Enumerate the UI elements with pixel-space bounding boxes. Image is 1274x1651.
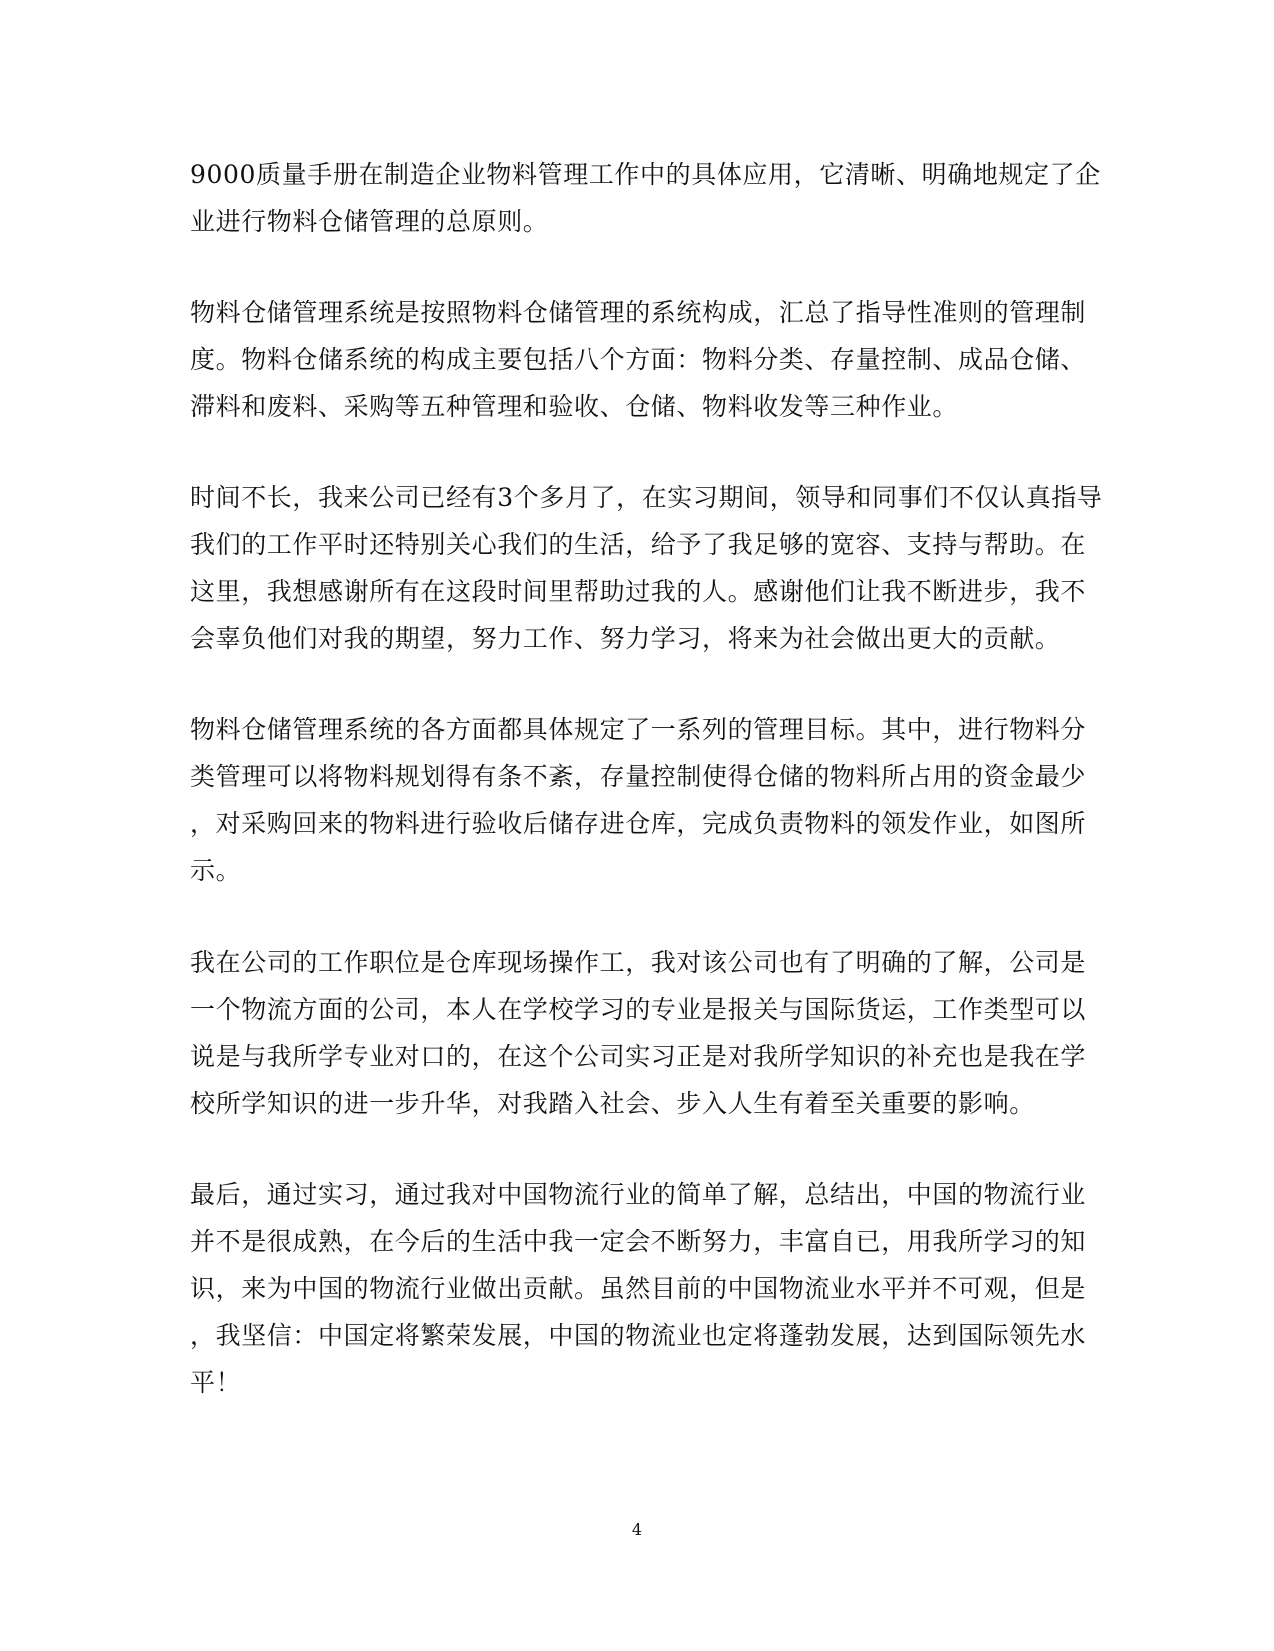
paragraph-5-line-2: 一个物流方面的公司，本人在学校学习的专业是报关与国际货运，工作类型可以 xyxy=(190,995,1087,1024)
paragraph-3-line-4: 会辜负他们对我的期望，努力工作、努力学习，将来为社会做出更大的贡献。 xyxy=(190,624,1061,653)
page-number: 4 xyxy=(631,1520,643,1539)
paragraph-4-line-1: 物料仓储管理系统的各方面都具体规定了一系列的管理目标。其中，进行物料分 xyxy=(190,715,1087,744)
paragraph-6-line-3: 识，来为中国的物流行业做出贡献。虽然目前的中国物流业水平并不可观，但是 xyxy=(190,1274,1087,1303)
paragraph-1-line-2: 业进行物料仓储管理的总原则。 xyxy=(190,207,549,236)
paragraph-3-line-2: 我们的工作平时还特别关心我们的生活，给予了我足够的宽容、支持与帮助。在 xyxy=(190,530,1087,559)
paragraph-5-line-1: 我在公司的工作职位是仓库现场操作工，我对该公司也有了明确的了解，公司是 xyxy=(190,948,1087,977)
paragraph-4-line-3: ，对采购回来的物料进行验收后储存进仓库，完成负责物料的领发作业，如图所 xyxy=(190,809,1087,838)
paragraph-6-line-4: ，我坚信：中国定将繁荣发展，中国的物流业也定将蓬勃发展，达到国际领先水 xyxy=(190,1321,1087,1350)
paragraph-6-line-2: 并不是很成熟，在今后的生活中我一定会不断努力，丰富自已，用我所学习的知 xyxy=(190,1227,1087,1256)
paragraph-2-line-3: 滞料和废料、采购等五种管理和验收、仓储、物料收发等三种作业。 xyxy=(190,392,959,421)
paragraph-6-line-5: 平！ xyxy=(190,1368,242,1397)
paragraph-2-line-2: 度。物料仓储系统的构成主要包括八个方面：物料分类、存量控制、成品仓储、 xyxy=(190,345,1087,374)
paragraph-5-line-3: 说是与我所学专业对口的，在这个公司实习正是对我所学知识的补充也是我在学 xyxy=(190,1042,1087,1071)
paragraph-4-line-4: 示。 xyxy=(190,856,242,885)
paragraph-3-line-1: 时间不长，我来公司已经有3个多月了，在实习期间，领导和同事们不仅认真指导 xyxy=(190,483,1103,512)
paragraph-3-line-3: 这里，我想感谢所有在这段时间里帮助过我的人。感谢他们让我不断进步，我不 xyxy=(190,577,1087,606)
paragraph-1-line-1: 9000质量手册在制造企业物料管理工作中的具体应用，它清晰、明确地规定了企 xyxy=(190,160,1101,189)
paragraph-6-line-1: 最后，通过实习，通过我对中国物流行业的简单了解，总结出，中国的物流行业 xyxy=(190,1180,1087,1209)
paragraph-4-line-2: 类管理可以将物料规划得有条不紊，存量控制使得仓储的物料所占用的资金最少 xyxy=(190,762,1087,791)
paragraph-2-line-1: 物料仓储管理系统是按照物料仓储管理的系统构成，汇总了指导性准则的管理制 xyxy=(190,298,1087,327)
paragraph-5-line-4: 校所学知识的进一步升华，对我踏入社会、步入人生有着至关重要的影响。 xyxy=(190,1089,1035,1118)
